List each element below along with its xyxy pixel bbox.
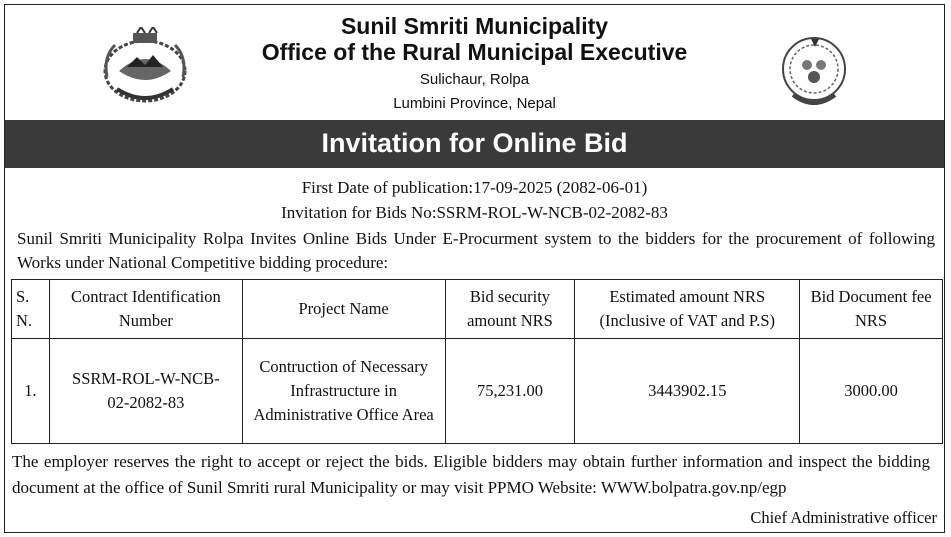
header-security: Bid security amount NRS — [445, 280, 575, 339]
office-name: Office of the Rural Municipal Executive — [261, 39, 688, 65]
cell-contract-id: SSRM-ROL-W-NCB-02-2082-83 — [49, 339, 242, 444]
bid-table — [11, 279, 943, 444]
header-estimate: Estimated amount NRS (Inclusive of VAT and P.S) — [575, 280, 800, 339]
cell-security: 75,231.00 — [445, 339, 575, 444]
address-line-1: Sulichaur, Rolpa — [419, 71, 530, 88]
cell-sn: 1. — [12, 339, 50, 444]
address-line-2: Lumbini Province, Nepal — [393, 95, 556, 112]
municipality-name: Sunil Smriti Municipality — [340, 13, 609, 39]
header-contract-id: Contract Identification Number — [49, 280, 242, 339]
footer-paragraph: The employer reserves the right to accept or reject the bids. Eligible bidders may obtain further information and inspect the bidding document at the office of Sunil Smriti rural Municipality or may visit PPMO Website: WWW.bolpatra.gov.np/egp — [12, 452, 930, 497]
table-row — [12, 339, 943, 444]
intro-paragraph: Sunil Smriti Municipality Rolpa Invites Online Bids Under E-Procurment system to the bidders for the procurement of following Works under National Competitive bidding procedure: — [17, 229, 935, 272]
cell-fee: 3000.00 — [800, 339, 943, 444]
signatory: Chief Administrative officer — [750, 508, 937, 527]
bid-banner: Invitation for Online Bid — [5, 120, 944, 168]
table-header-row — [12, 280, 943, 339]
municipality-seal-icon — [771, 35, 857, 111]
publication-date: First Date of publication:17-09-2025 (2082-06-01) — [301, 178, 648, 197]
cell-project: Contruction of Necessary Infrastructure in Administrative Office Area — [242, 339, 445, 444]
bid-number: Invitation for Bids No:SSRM-ROL-W-NCB-02-2082-83 — [281, 203, 668, 222]
header-sn: S. N. — [12, 280, 50, 339]
header — [5, 5, 944, 121]
header-fee: Bid Document fee NRS — [800, 280, 943, 339]
cell-estimate: 3443902.15 — [575, 339, 800, 444]
header-project: Project Name — [242, 280, 445, 339]
